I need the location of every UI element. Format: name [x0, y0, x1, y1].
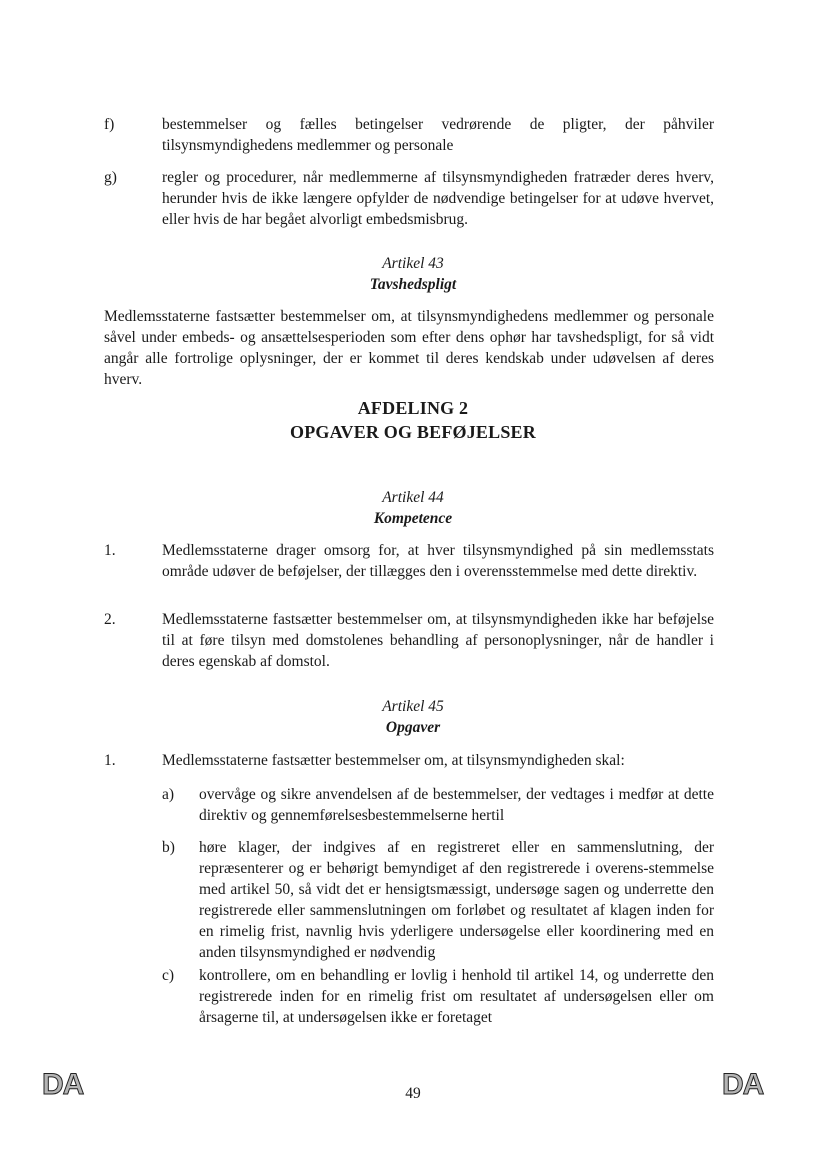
- list-item-text: Medlemsstaterne fastsætter bestemmelser om, at tilsynsmyndigheden ikke har beføjelse til at føre tilsyn med domstolenes behandling af personoplysninger, når de handler i deres egenskab af domstol.: [162, 611, 714, 670]
- page-number: 49: [405, 1085, 421, 1102]
- list-item-label: f): [104, 116, 115, 133]
- article-45-number: Artikel 45: [382, 698, 444, 715]
- list-item-label: 2.: [104, 611, 116, 628]
- article-43-body: Medlemsstaterne fastsætter bestemmelser om, at tilsynsmyndighedens medlemmer og personale såvel under embeds- og ansættelsesperioden som efter dens ophør har tavshedspligt, for så vidt angår alle fortrolige oplysninger, der er kommet til deres kendskab under udøvelsen af deres hverv.: [104, 308, 714, 388]
- sublist-item-text: høre klager, der indgives af en registreret eller en sammenslutning, der repræsenterer og er behørigt bemyndiget af den registrerede i overens-stemmelse med artikel 50, så vidt det er hensigtsmæssigt, undersøge sagen og underrette den registrerede eller sammenslutningen om forløbet og resultatet af klagen inden for en rimelig frist, navnlig hvis yderligere undersøgelse eller koordinering med en anden tilsynsmyndighed er nødvendig: [199, 839, 714, 961]
- sublist-item-label: c): [162, 967, 175, 984]
- article-45-title: Opgaver: [385, 719, 441, 736]
- section-number: AFDELING 2: [357, 398, 469, 418]
- sublist-item-label: a): [162, 786, 175, 803]
- list-item-text: regler og procedurer, når medlemmerne af tilsynsmyndigheden fratræder deres hverv, herunder hvis de ikke længere opfylder de nødvendige betingelser for at udøve hvervet, eller hvis de har begået alvorligt embedsmisbrug.: [162, 169, 714, 228]
- article-44-title: Kompetence: [373, 510, 453, 527]
- list-item-label: g): [104, 169, 117, 186]
- sublist-item-text: kontrollere, om en behandling er lovlig i henhold til artikel 14, og underrette den registrerede inden for en rimelig frist om resultatet af undersøgelsen eller om årsagerne til, at undersøgelsen ikke er foretaget: [199, 967, 714, 1026]
- section-title: OPGAVER OG BEFØJELSER: [290, 422, 536, 442]
- list-item-text: Medlemsstaterne drager omsorg for, at hver tilsynsmyndighed på sin medlemsstats område udøver de beføjelser, der tillægges den i overensstemmelse med dette direktiv.: [162, 542, 714, 580]
- sublist-item-label: b): [162, 839, 175, 856]
- list-item-label: 1.: [104, 542, 116, 559]
- language-code-left: DA: [42, 1068, 84, 1101]
- sublist-item-text: overvåge og sikre anvendelsen af de bestemmelser, der vedtages i medfør at dette direktiv og gennemførelsesbestemmelserne hertil: [199, 786, 714, 824]
- article-44-number: Artikel 44: [382, 489, 444, 506]
- language-code-right: DA: [722, 1068, 764, 1101]
- article-43-title: Tavshedspligt: [369, 276, 457, 293]
- list-item-text: Medlemsstaterne fastsætter bestemmelser om, at tilsynsmyndigheden skal:: [162, 752, 625, 769]
- article-43-number: Artikel 43: [382, 255, 444, 272]
- list-item-label: 1.: [104, 752, 116, 769]
- list-item-text: bestemmelser og fælles betingelser vedrørende de pligter, der påhviler tilsynsmyndighedens medlemmer og personale: [162, 116, 714, 154]
